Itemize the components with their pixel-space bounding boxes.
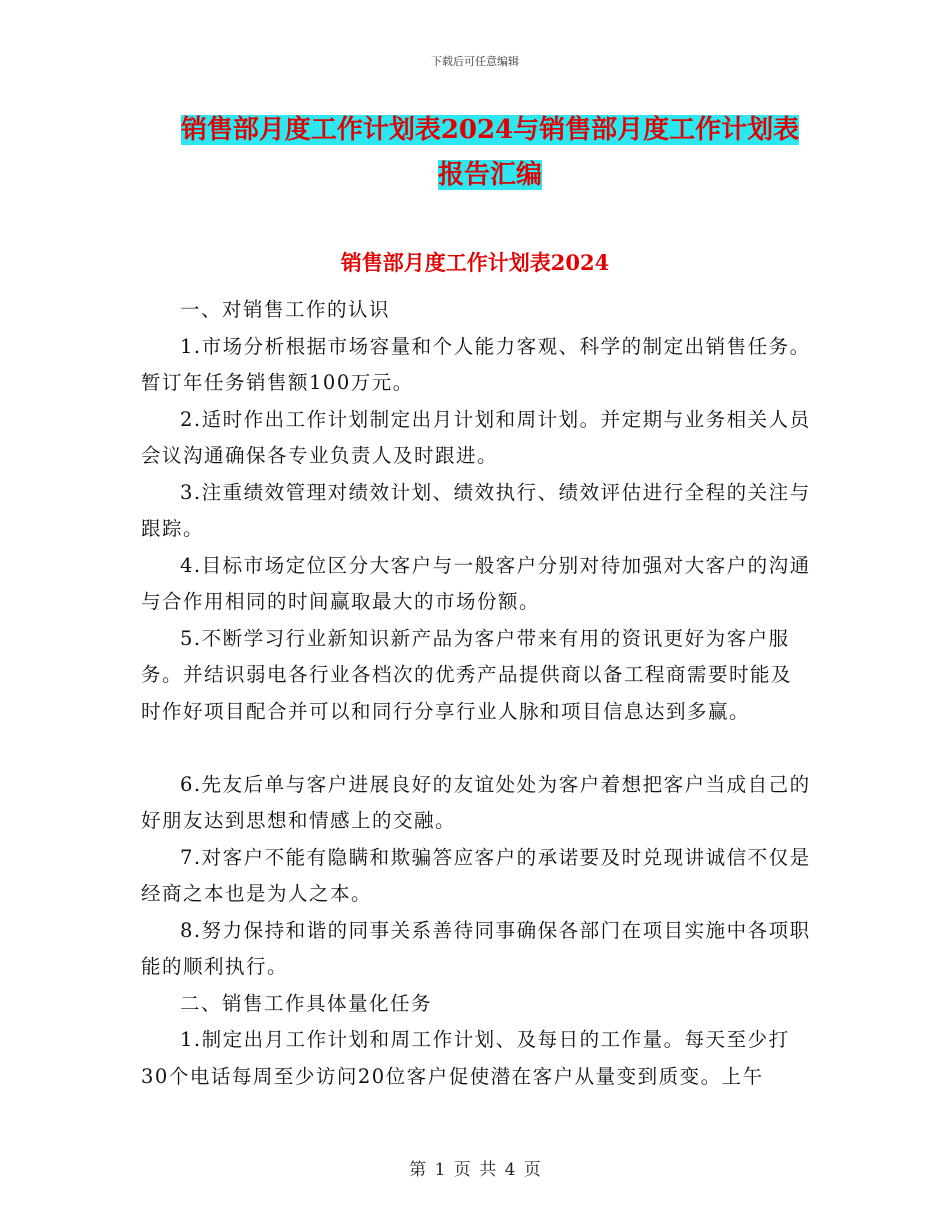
paragraph: 5.不断学习行业新知识新产品为客户带来有用的资讯更好为客户服务。并结识弱电各行业各档次的优秀产品提供商以备工程商需要时能及时作好项目配合并可以和同行分享行业人脉和项目信息达到多赢。	[141, 626, 793, 723]
paragraph: 7.对客户不能有隐瞒和欺骗答应客户的承诺要及时兑现讲诚信不仅是经商之本也是为人之本。	[141, 845, 811, 905]
document-body	[141, 292, 811, 1095]
paragraph: 8.努力保持和谐的同事关系善待同事确保各部门在项目实施中各项职能的顺利执行。	[141, 918, 811, 978]
paragraph: 6.先友后单与客户进展良好的友谊处处为客户着想把客户当成自己的好朋友达到思想和情感上的交融。	[141, 772, 811, 832]
paragraph: 1.市场分析根据市场容量和个人能力客观、科学的制定出销售任务。暂订年任务销售额100万元。	[141, 334, 811, 394]
paragraph-spacer	[141, 730, 811, 767]
paragraph: 一、对销售工作的认识	[180, 298, 391, 321]
paragraph: 二、销售工作具体量化任务	[180, 991, 433, 1015]
document-title	[140, 108, 840, 198]
paragraph: 2.适时作出工作计划制定出月计划和周计划。并定期与业务相关人员会议沟通确保各专业负责人及时跟进。	[141, 407, 811, 467]
page-footer: 第 1 页 共 4 页	[409, 1160, 541, 1180]
document-title-line-1: 销售部月度工作计划表2024与销售部月度工作计划表	[180, 115, 800, 145]
paragraph: 3.注重绩效管理对绩效计划、绩效执行、绩效评估进行全程的关注与跟踪。	[141, 480, 811, 540]
paragraph: 4.目标市场定位区分大客户与一般客户分别对待加强对大客户的沟通与合作用相同的时间赢取最大的市场份额。	[141, 553, 811, 613]
paragraph: 1.制定出月工作计划和周工作计划、及每日的工作量。每天至少打30个电话每周至少访问20位客户促使潜在客户从量变到质变。上午	[141, 1028, 790, 1088]
document-title-line-2: 报告汇编	[437, 160, 542, 190]
header-note: 下载后可任意编辑	[431, 55, 519, 68]
section-title: 销售部月度工作计划表2024	[340, 250, 610, 275]
